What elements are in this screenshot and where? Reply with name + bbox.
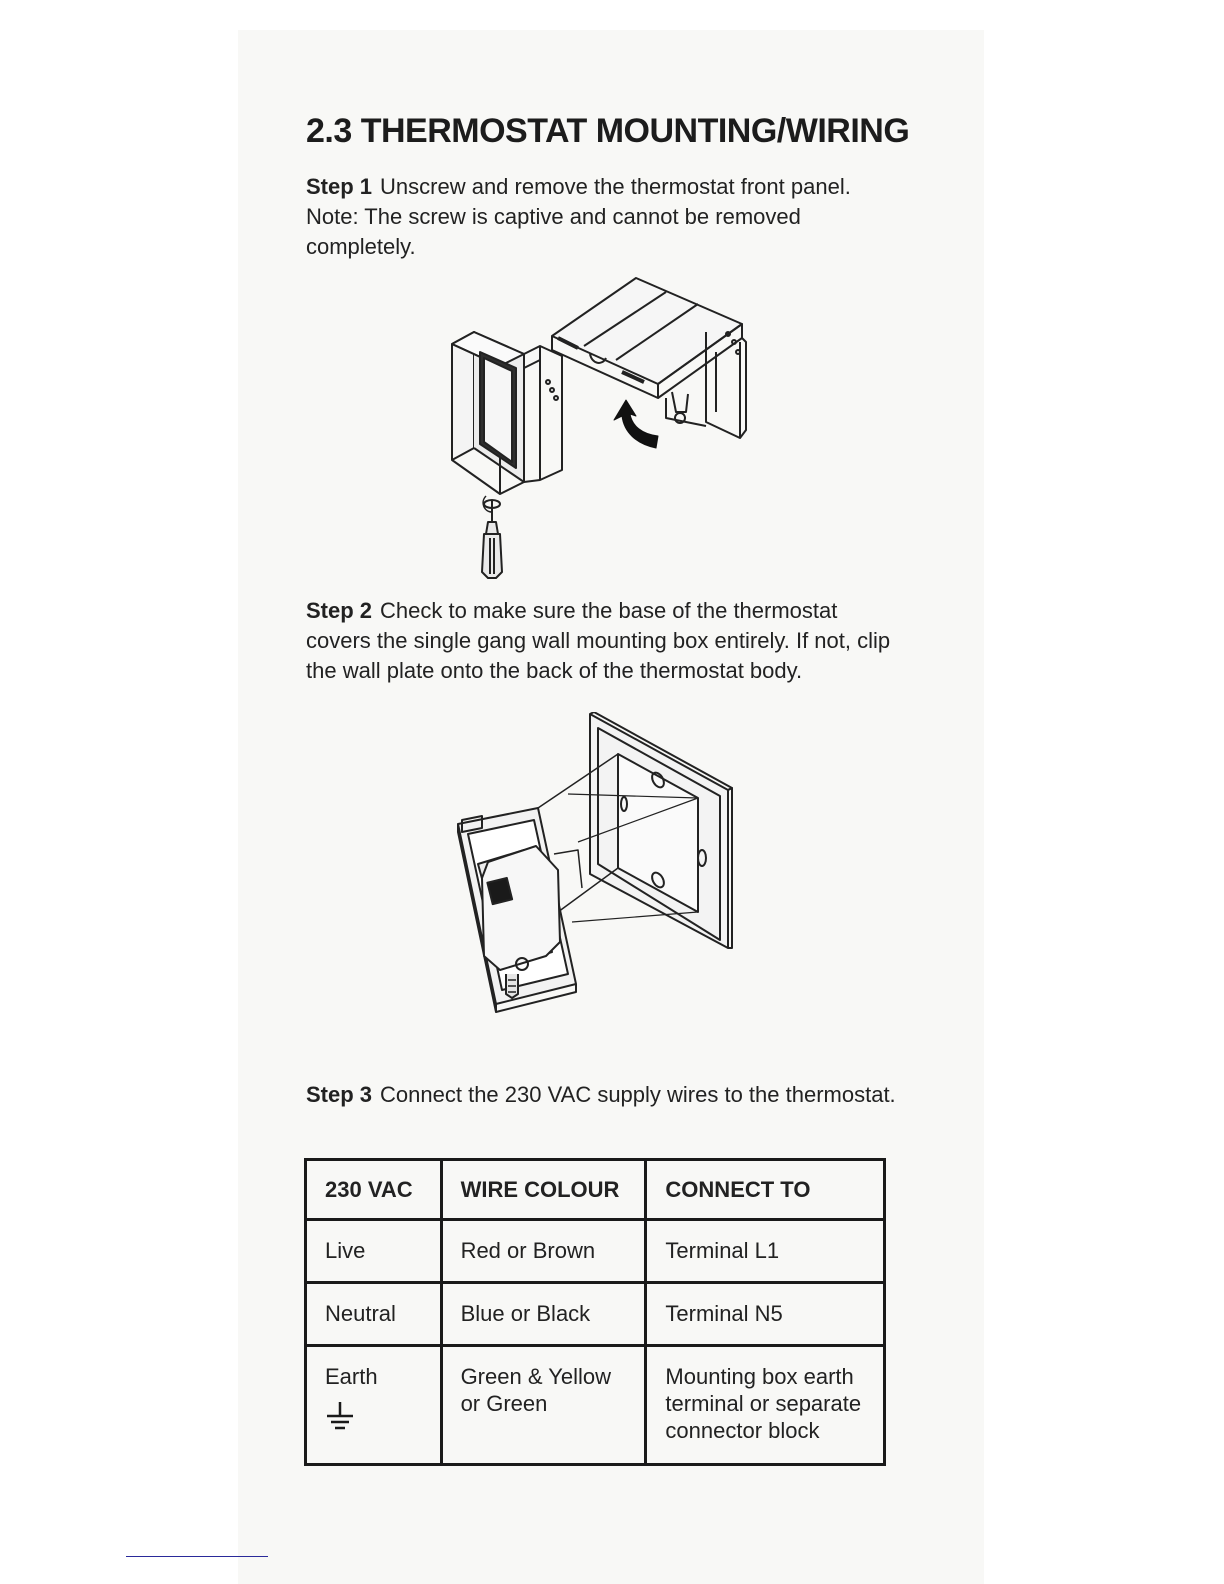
front-panel-drawing bbox=[552, 278, 746, 438]
table-cell: Blue or Black bbox=[441, 1283, 646, 1346]
thermostat-back-drawing bbox=[458, 808, 582, 1012]
step-3-paragraph bbox=[306, 1080, 906, 1110]
footnote-divider bbox=[126, 1556, 268, 1557]
step-2-label: Step 2 bbox=[306, 598, 373, 623]
front-panel-removal-illustration bbox=[440, 272, 770, 582]
table-row bbox=[306, 1283, 885, 1346]
table-cell-earth bbox=[306, 1346, 442, 1465]
table-header-row bbox=[306, 1160, 885, 1220]
wiring-table bbox=[304, 1158, 886, 1466]
step-2-text: Check to make sure the base of the thermostat covers the single gang wall mounting box entirely. If not, clip the wall plate onto the back of the thermostat body. bbox=[306, 598, 891, 683]
table-cell-text: Earth bbox=[325, 1364, 378, 1389]
section-title: 2.3 THERMOSTAT MOUNTING/WIRING bbox=[306, 112, 910, 150]
table-cell: Neutral bbox=[306, 1283, 442, 1346]
table-row bbox=[306, 1346, 885, 1465]
earth-ground-icon bbox=[325, 1400, 355, 1432]
table-cell: Green & Yellow or Green bbox=[441, 1346, 646, 1465]
table-cell: Mounting box earth terminal or separate connector block bbox=[646, 1346, 885, 1465]
wall-plate-mounting-illustration bbox=[448, 712, 738, 1018]
table-cell: Terminal L1 bbox=[646, 1220, 885, 1283]
thermostat-body-drawing bbox=[452, 332, 562, 494]
column-header-wire-colour: WIRE COLOUR bbox=[441, 1160, 646, 1220]
step-2-paragraph bbox=[306, 596, 906, 686]
curved-arrow-icon bbox=[614, 400, 658, 448]
table-row bbox=[306, 1220, 885, 1283]
step-3-label: Step 3 bbox=[306, 1082, 373, 1107]
table-cell: Terminal N5 bbox=[646, 1283, 885, 1346]
column-header-230vac: 230 VAC bbox=[306, 1160, 442, 1220]
table-cell: Live bbox=[306, 1220, 442, 1283]
screwdriver-drawing bbox=[482, 496, 502, 578]
step-1-label: Step 1 bbox=[306, 174, 373, 199]
step-3-text: Connect the 230 VAC supply wires to the thermostat. bbox=[380, 1082, 896, 1107]
step-1-text: Unscrew and remove the thermostat front panel. Note: The screw is captive and cannot be removed completely. bbox=[306, 174, 851, 259]
step-1-paragraph bbox=[306, 172, 906, 262]
column-header-connect-to: CONNECT TO bbox=[646, 1160, 885, 1220]
table-cell: Red or Brown bbox=[441, 1220, 646, 1283]
